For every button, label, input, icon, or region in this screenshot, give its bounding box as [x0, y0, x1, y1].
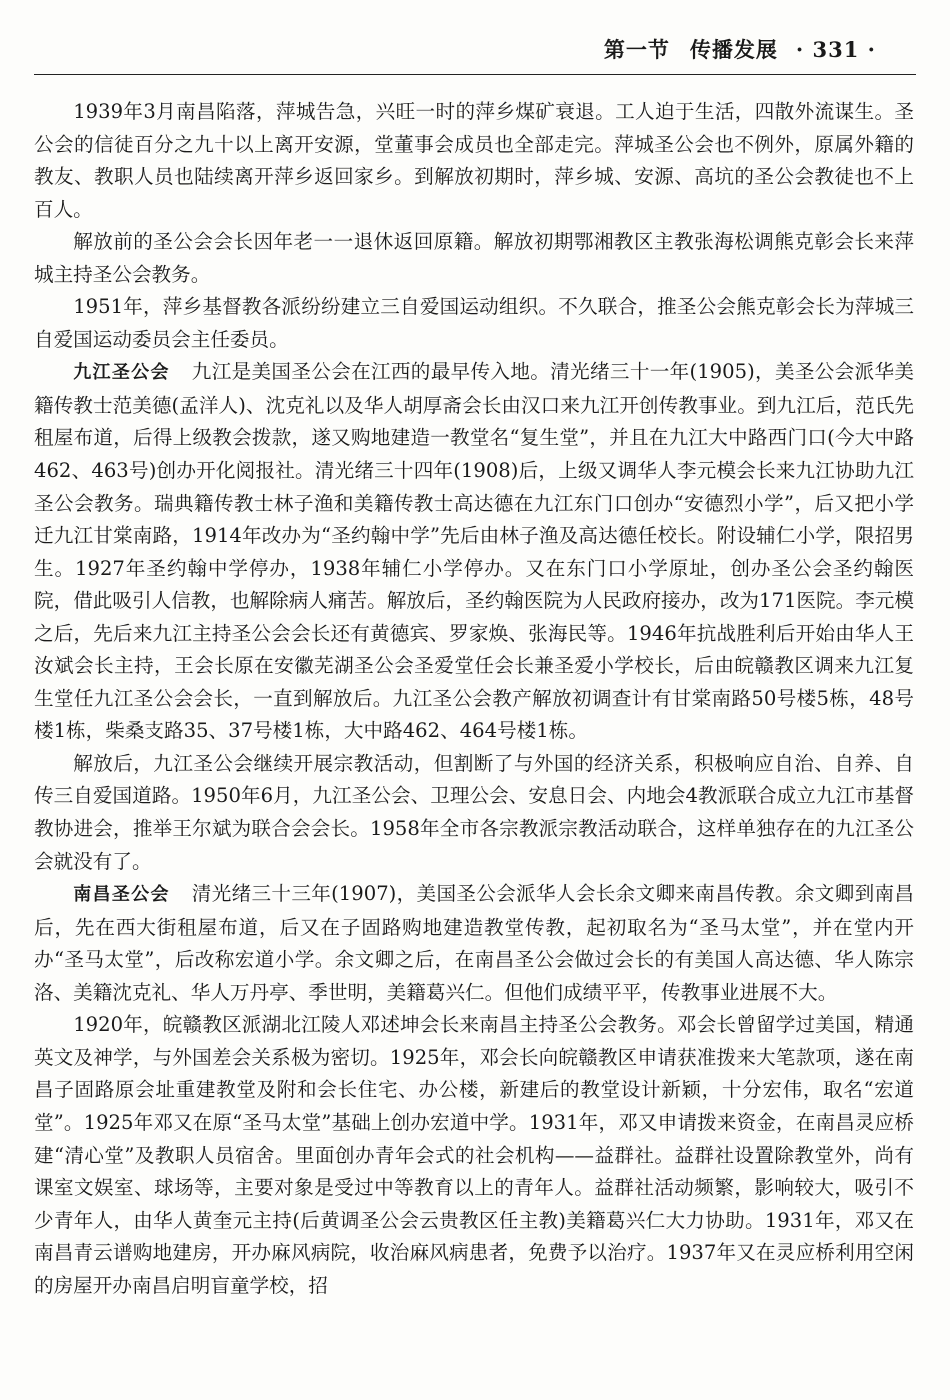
paragraph-text: 清光绪三十三年(1907)，美国圣公会派华人会长余文卿来南昌传教。余文卿到南昌后，先在西大街租屋布道，后又在子固路购地建造教堂传教，起初取名为“圣马太堂”，并在堂内开办“圣马太堂”，后改称宏道小学。余文卿之后，在南昌圣公会做过会长的有美国人高达德、华人陈宗洛、美籍沈克礼、华人万丹亭、季世明，美籍葛兴仁。但他们成绩平平，传教事业进展不大。	[34, 882, 915, 1004]
paragraph-nanchang	[34, 878, 914, 1009]
header-section: 第一节	[603, 37, 670, 62]
paragraph-3	[34, 291, 914, 356]
paragraph-text: 1951年，萍乡基督教各派纷纷建立三自爱国运动组织。不久联合，推圣公会熊克彰会长为萍城三自爱国运动委员会主任委员。	[34, 295, 914, 351]
paragraph-jiujiang	[34, 356, 914, 748]
paragraph-1	[34, 96, 914, 226]
page-number: · 331 ·	[795, 37, 876, 62]
page-body	[34, 96, 914, 1302]
header-title: 传播发展	[689, 37, 778, 62]
paragraph-text: 解放前的圣公会会长因年老一一退休返回原籍。解放初期鄂湘教区主教张海松调熊克彰会长来萍城主持圣公会教务。	[34, 230, 914, 286]
subheading-jiujiang: 九江圣公会	[73, 362, 170, 384]
paragraph-text: 1920年，皖赣教区派湖北江陵人邓述坤会长来南昌主持圣公会教务。邓会长曾留学过美国，精通英文及神学，与外国差会关系极为密切。1925年，邓会长向皖赣教区申请获准拨来大笔款项，遂在南昌子固路原会址重建教堂及附和会长住宅、办公楼，新建后的教堂设计新颖，十分宏伟，取名“宏道堂”。1925年邓又在原“圣马太堂”基础上创办宏道中学。1931年，邓又申请拨来资金，在南昌灵应桥建“清心堂”及教职人员宿舍。里面创办青年会式的社会机构——益群社。益群社设置除教堂外，尚有课室文娱室、球场等，主要对象是受过中等教育以上的青年人。益群社活动频繁，影响较大，吸引不少青年人，由华人黄奎元主持(后黄调圣公会云贵教区任主教)美籍葛兴仁大力协助。1931年，邓又在南昌青云谱购地建房，开办麻风病院，收治麻风病患者，免费予以治疗。1937年又在灵应桥利用空闲的房屋开办南昌启明盲童学校，招	[34, 1013, 914, 1297]
running-header	[34, 30, 916, 75]
paragraph-2	[34, 226, 914, 291]
paragraph-5	[34, 748, 914, 878]
subheading-nanchang: 南昌圣公会	[73, 884, 170, 906]
paragraph-7	[34, 1009, 914, 1302]
paragraph-text: 解放后，九江圣公会继续开展宗教活动，但割断了与外国的经济关系，积极响应自治、自养、自传三自爱国道路。1950年6月，九江圣公会、卫理公会、安息日会、内地会4教派联合成立九江市基督教协进会，推举王尔斌为联合会会长。1958年全市各宗教派宗教活动联合，这样单独存在的九江圣公会就没有了。	[34, 751, 914, 873]
header-text	[604, 34, 876, 64]
paragraph-text: 九江是美国圣公会在江西的最早传入地。清光绪三十一年(1905)，美圣公会派华美籍传教士范美德(孟洋人)、沈克礼以及华人胡厚斋会长由汉口来九江开创传教事业。到九江后，范氏先租屋布道，后得上级教会拨款，遂又购地建造一教堂名“复生堂”，并且在九江大中路西门口(今大中路462、463号)创办开化阅报社。清光绪三十四年(1908)后，上级又调华人李元模会长来九江协助九江圣公会教务。瑞典籍传教士林子渔和美籍传教士高达德在九江东门口创办“安德烈小学”，后又把小学迁九江甘棠南路，1914年改办为“圣约翰中学”先后由林子渔及高达德任校长。附设辅仁小学，限招男生。1927年圣约翰中学停办，1938年辅仁小学停办。又在东门口小学原址，创办圣公会圣约翰医院，借此吸引人信教，也解除病人痛苦。解放后，圣约翰医院为人民政府接办，改为171医院。李元模之后，先后来九江主持圣公会会长还有黄德宾、罗家焕、张海民等。1946年抗战胜利后开始由华人王汝斌会长主持，王会长原在安徽芜湖圣公会圣爱堂任会长兼圣爱小学校长，后由皖赣教区调来九江复生堂任九江圣公会会长，一直到解放后。九江圣公会教产解放初调查计有甘棠南路50号楼5栋，48号楼1栋，柴桑支路35、37号楼1栋，大中路462、464号楼1栋。	[34, 360, 915, 743]
paragraph-text: 1939年3月南昌陷落，萍城告急，兴旺一时的萍乡煤矿衰退。工人迫于生活，四散外流谋生。圣公会的信徒百分之九十以上离开安源，堂董事会成员也全部走完。萍城圣公会也不例外，原属外籍的教友、教职人员也陆续离开萍乡返回家乡。到解放初期时，萍乡城、安源、高坑的圣公会教徒也不上百人。	[34, 100, 914, 221]
